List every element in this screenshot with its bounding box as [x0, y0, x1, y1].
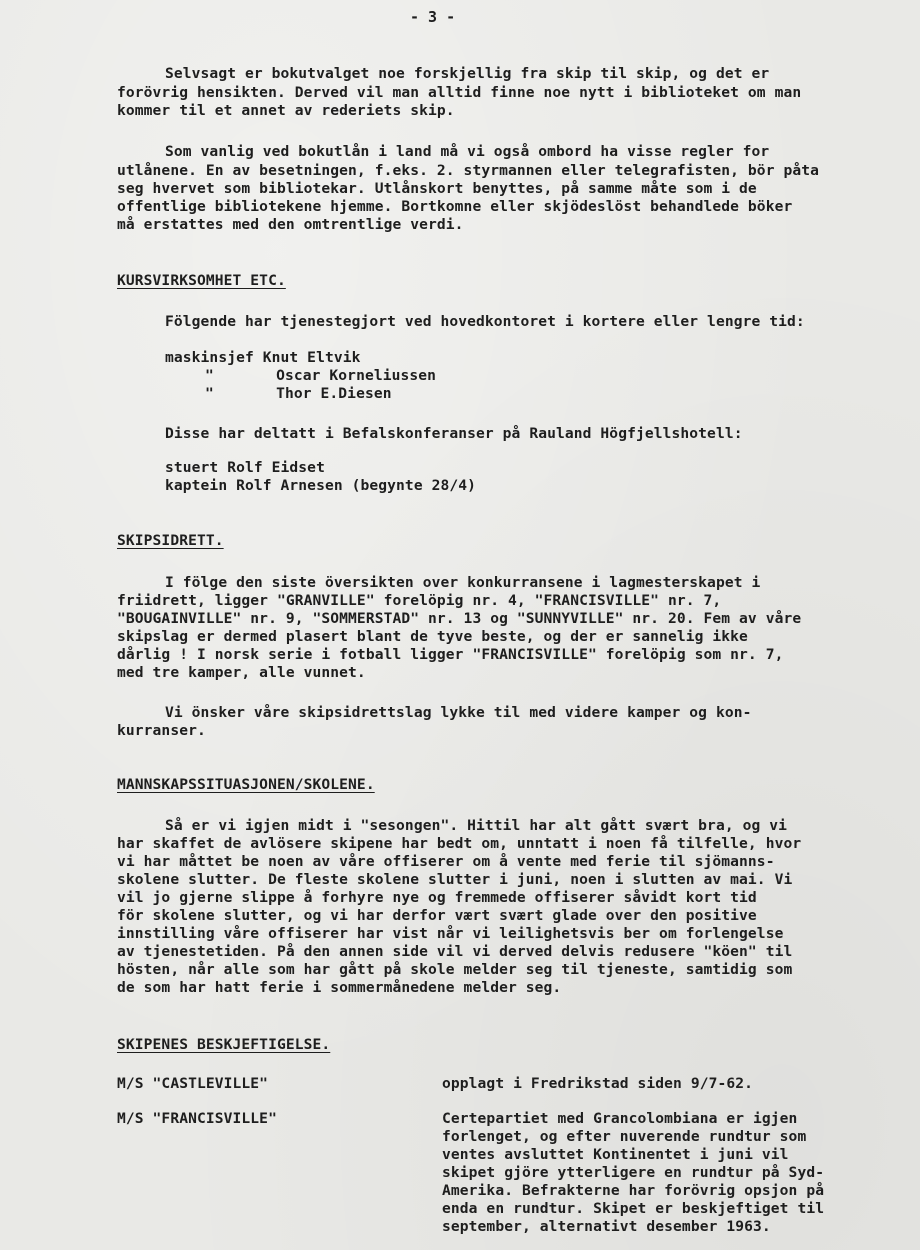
intro-p1-line-2: forövrig hensikten. Derved vil man alltid finne noe nytt i biblioteket om man: [117, 84, 802, 101]
skipsidrett-p2-line-1: Vi önsker våre skipsidrettslag lykke til med videre kamper og kon-: [165, 704, 752, 721]
intro-p2-line-2: utlånene. En av besetningen, f.eks. 2. styrmannen eller telegrafisten, bör påta: [117, 162, 820, 179]
mannskap-p1-line-1: Så er vi igjen midt i "sesongen". Hittil har alt gått svært bra, og vi: [165, 817, 788, 834]
ship-status-francisville-line-2: forlenget, og efter nuverende rundtur som: [442, 1128, 807, 1145]
ship-status-francisville-line-5: Amerika. Befrakterne har forövrig opsjon på: [442, 1182, 825, 1199]
ship-name-francisville: M/S "FRANCISVILLE": [117, 1110, 277, 1127]
ship-name-castleville: M/S "CASTLEVILLE": [117, 1075, 269, 1092]
ship-status-francisville-line-7: september, alternativt desember 1963.: [442, 1218, 771, 1235]
ship-status-francisville-line-6: enda en rundtur. Skipet er beskjeftiget til: [442, 1200, 825, 1217]
skipsidrett-p1-line-6: med tre kamper, alle vunnet.: [117, 664, 366, 681]
intro-p2-line-5: må erstattes med den omtrentlige verdi.: [117, 216, 464, 233]
mannskap-p1-line-8: av tjenestetiden. På den annen side vil vi derved delvis redusere "köen" til: [117, 943, 793, 960]
page-number: - 3 -: [410, 8, 456, 26]
ship-status-francisville-line-3: ventes avsluttet Kontinentet i juni vil: [442, 1146, 789, 1163]
skipsidrett-p1-line-3: "BOUGAINVILLE" nr. 9, "SOMMERSTAD" nr. 13 og "SUNNYVILLE" nr. 20. Fem av våre: [117, 610, 802, 627]
mannskap-p1-line-6: för skolene slutter, og vi har derfor vært svært glade over den positive: [117, 907, 757, 924]
mannskap-p1-line-4: skolene slutter. De fleste skolene slutter i juni, noen i slutten av mai. Vi: [117, 871, 793, 888]
skipsidrett-p1-line-4: skipslag er dermed plasert blant de tyve beste, og der er sannelig ikke: [117, 628, 748, 645]
mannskap-p1-line-10: de som har hatt ferie i sommermånedene melder seg.: [117, 979, 562, 996]
ship-status-francisville-line-1: Certepartiet med Grancolombiana er igjen: [442, 1110, 798, 1127]
kursvirksomhet-heading: KURSVIRKSOMHET ETC.: [117, 272, 286, 289]
staff-list-2-item-1: stuert Rolf Eidset: [165, 459, 325, 476]
intro-p1-line-3: kommer til et annet av rederiets skip.: [117, 102, 455, 119]
mannskap-p1-line-5: vil jo gjerne slippe å forhyre nye og fremmede offiserer såvidt kort tid: [117, 889, 757, 906]
mannskap-p1-line-7: innstilling våre offiserer har vist når vi leilighetsvis ber om forlengelse: [117, 925, 784, 942]
staff-list-1-item-3: " Thor E.Diesen: [205, 385, 392, 402]
skipsidrett-p2-line-2: kurranser.: [117, 722, 206, 739]
intro-p2-line-1: Som vanlig ved bokutlån i land må vi også ombord ha visse regler for: [165, 143, 770, 160]
mannskap-p1-line-2: har skaffet de avlösere skipene har bedt om, unntatt i noen få tilfelle, hvor: [117, 835, 802, 852]
skipsidrett-p1-line-2: friidrett, ligger "GRANVILLE" forelöpig nr. 4, "FRANCISVILLE" nr. 7,: [117, 592, 722, 609]
intro-p2-line-3: seg hvervet som bibliotekar. Utlånskort benyttes, på samme måte som i de: [117, 180, 757, 197]
skipsidrett-p1-line-1: I fölge den siste översikten over konkurransene i lagmesterskapet i: [165, 574, 761, 591]
staff-list-2-item-2: kaptein Rolf Arnesen (begynte 28/4): [165, 477, 477, 494]
kursvirksomhet-intro: Fölgende har tjenestegjort ved hovedkontoret i kortere eller lengre tid:: [165, 313, 805, 330]
beskjeftigelse-heading: SKIPENES BESKJEFTIGELSE.: [117, 1036, 331, 1053]
mannskap-p1-line-9: hösten, når alle som har gått på skole melder seg til tjeneste, samtidig som: [117, 961, 793, 978]
mannskap-p1-line-3: vi har måttet be noen av våre offiserer om å vente med ferie til sjömanns-: [117, 853, 775, 870]
mannskap-heading: MANNSKAPSSITUASJONEN/SKOLENE.: [117, 776, 375, 793]
kursvirksomhet-intro-2: Disse har deltatt i Befalskonferanser på Rauland Högfjellshotell:: [165, 425, 743, 442]
staff-list-1-item-1: maskinsjef Knut Eltvik: [165, 349, 361, 366]
skipsidrett-p1-line-5: dårlig ! I norsk serie i fotball ligger "FRANCISVILLE" forelöpig som nr. 7,: [117, 646, 784, 663]
staff-list-1-item-2: " Oscar Korneliussen: [205, 367, 437, 384]
ship-status-francisville-line-4: skipet gjöre ytterligere en rundtur på Syd-: [442, 1164, 825, 1181]
skipsidrett-heading: SKIPSIDRETT.: [117, 532, 224, 549]
intro-p1-line-1: Selvsagt er bokutvalget noe forskjellig fra skip til skip, og det er: [165, 65, 770, 82]
intro-p2-line-4: offentlige bibliotekene hjemme. Bortkomne eller skjödeslöst behandlede böker: [117, 198, 793, 215]
ship-status-castleville: opplagt i Fredrikstad siden 9/7-62.: [442, 1075, 754, 1092]
